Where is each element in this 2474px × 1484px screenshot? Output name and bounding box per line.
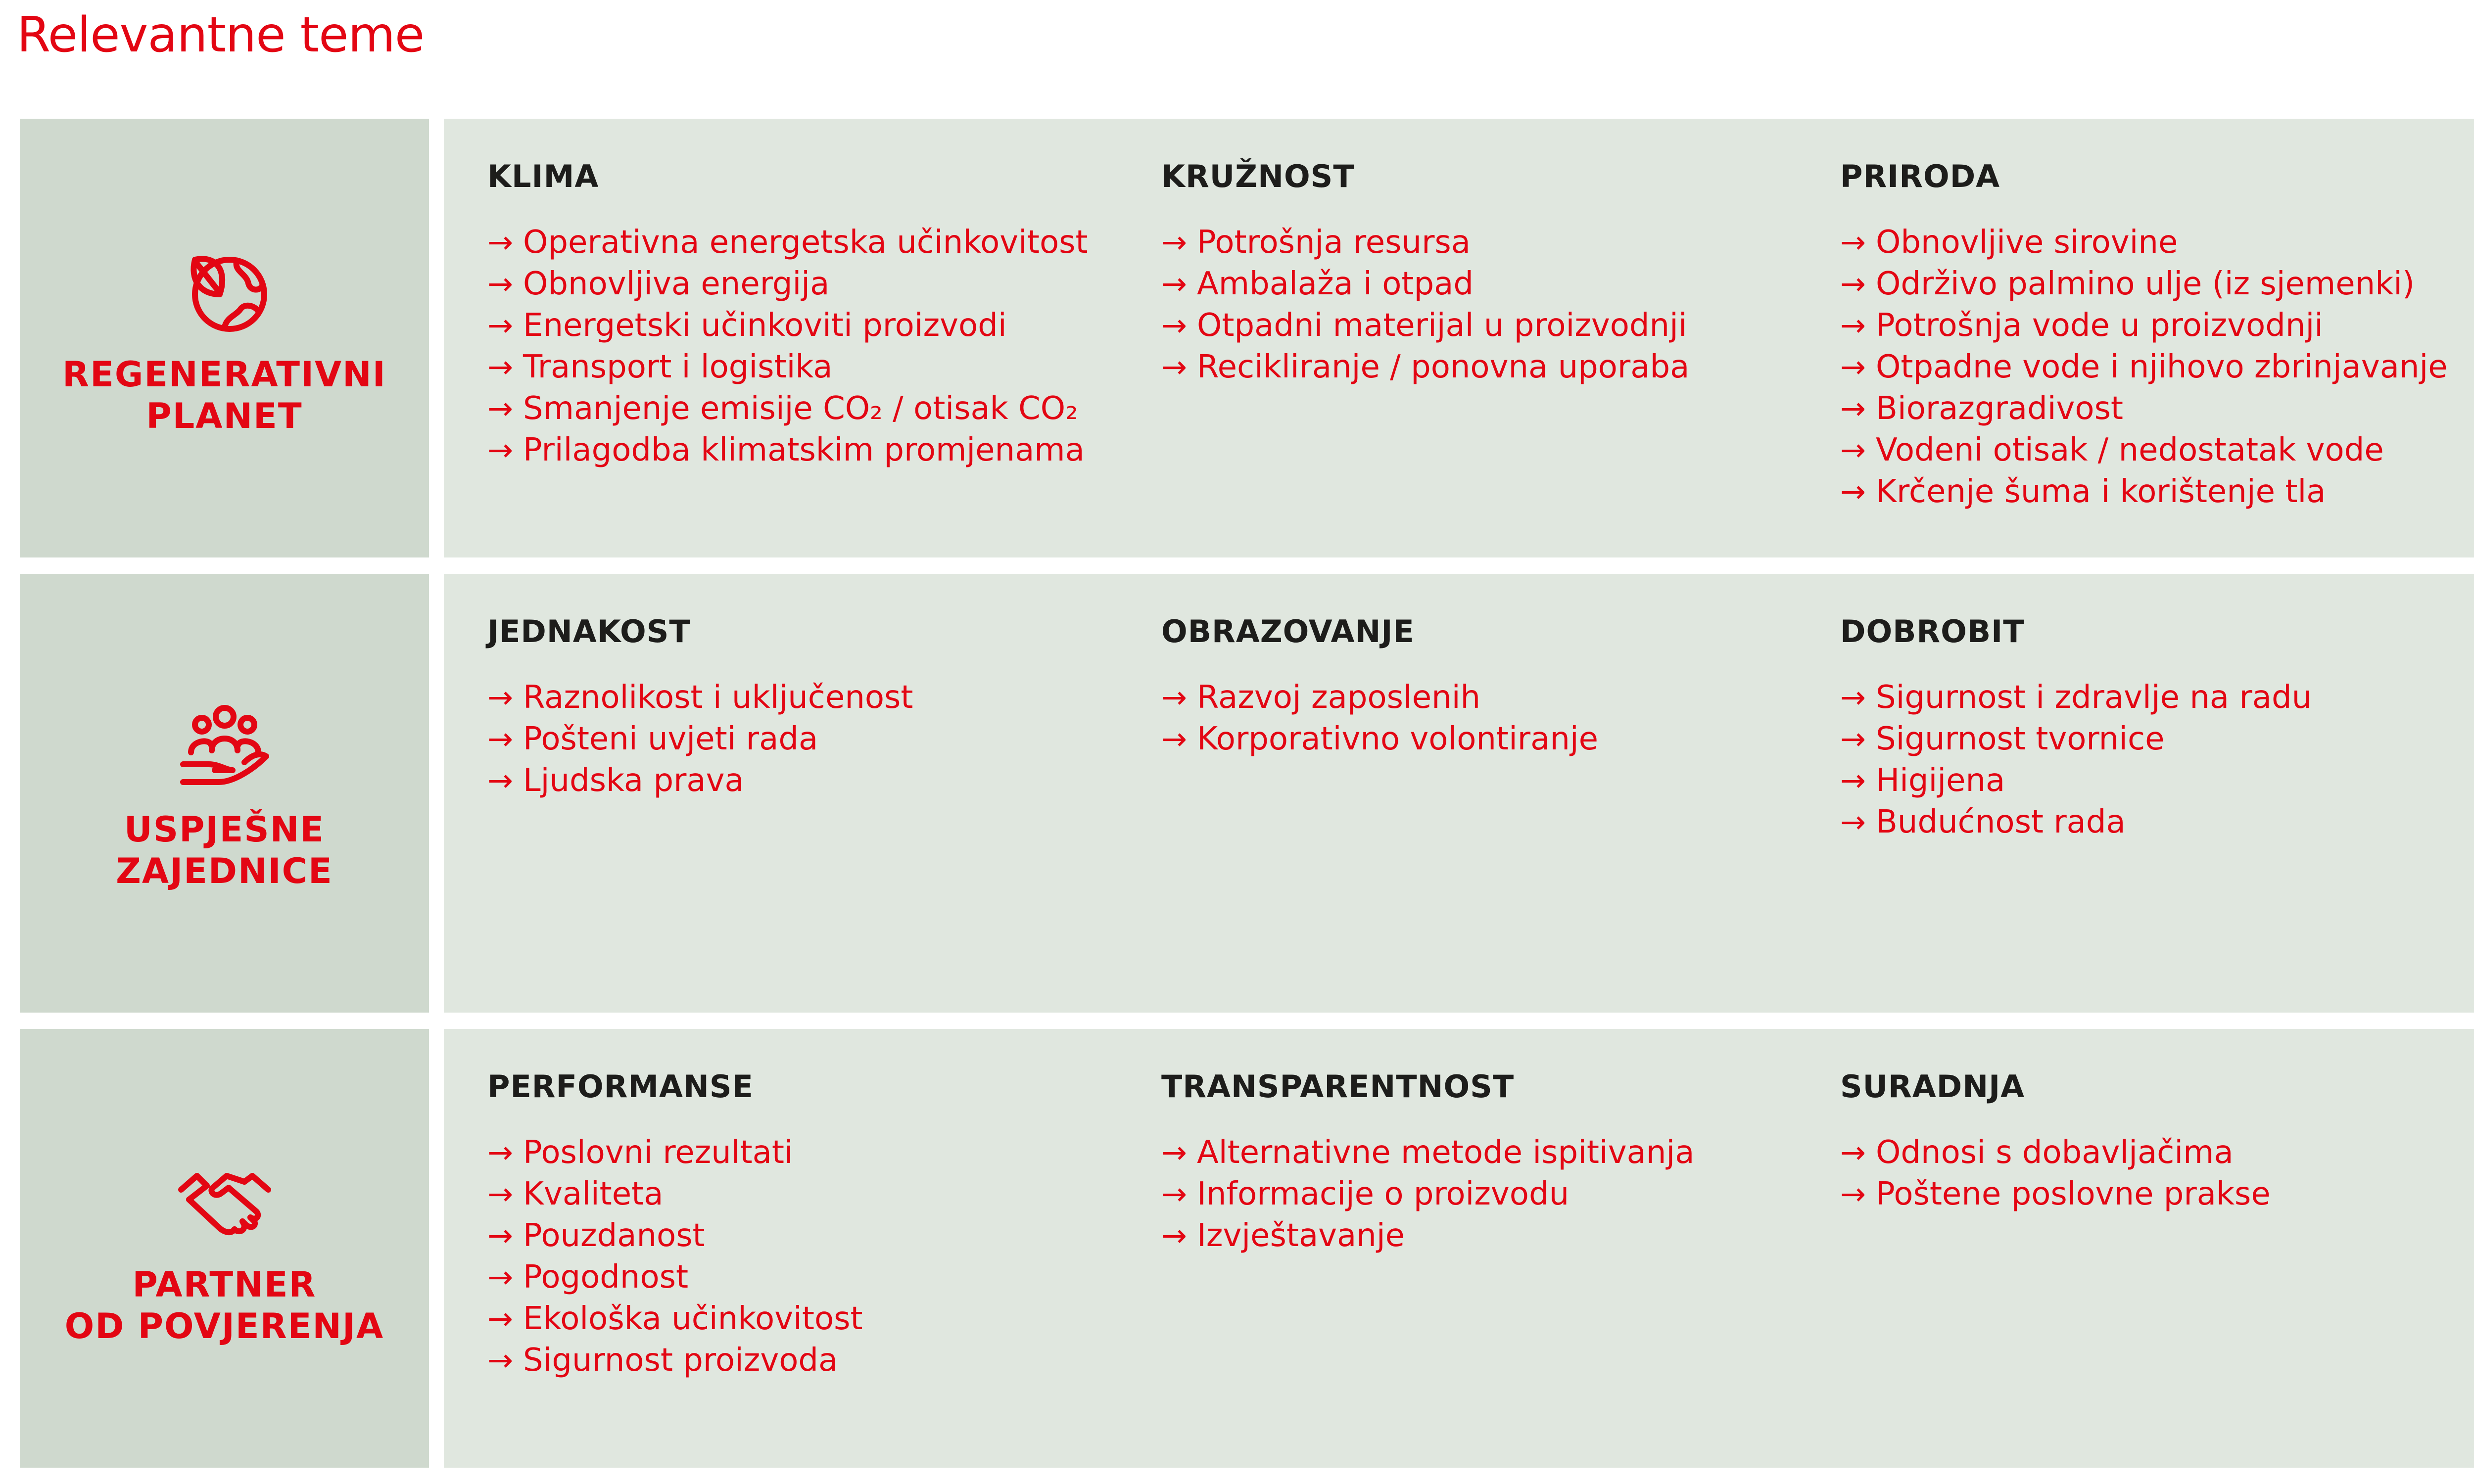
- list-item: [1840, 471, 2474, 512]
- arrow-right-icon: →: [487, 307, 513, 343]
- arrow-right-icon: →: [1840, 1134, 1866, 1170]
- list-item: [1161, 263, 1805, 305]
- list-item-text: Odnosi s dobavljačima: [1876, 1134, 2234, 1171]
- row-label-panel: [20, 119, 429, 557]
- list-item: [487, 1215, 1131, 1256]
- list-item: [487, 718, 1131, 760]
- arrow-right-icon: →: [487, 1134, 513, 1170]
- topic-list: [1161, 677, 1805, 760]
- list-item-text: Recikliranje / ponovna uporaba: [1197, 349, 1690, 385]
- topic-column: [1161, 158, 1805, 388]
- list-item-text: Transport i logistika: [523, 349, 833, 385]
- list-item: [1840, 801, 2474, 843]
- list-item-text: Razvoj zaposlenih: [1197, 679, 1481, 716]
- handshake-icon: [175, 1150, 274, 1249]
- list-item-text: Raznolikost i uključenost: [523, 679, 913, 716]
- arrow-right-icon: →: [1840, 721, 1866, 757]
- arrow-right-icon: →: [1840, 266, 1866, 302]
- column-heading: OBRAZOVANJE: [1161, 613, 1415, 649]
- topic-column: [487, 1068, 1131, 1381]
- arrow-right-icon: →: [1840, 473, 1866, 510]
- arrow-right-icon: →: [487, 224, 513, 260]
- arrow-right-icon: →: [1161, 1217, 1187, 1253]
- arrow-right-icon: →: [1840, 390, 1866, 426]
- arrow-right-icon: →: [1840, 1176, 1866, 1212]
- list-item-text: Krčenje šuma i korištenje tla: [1876, 473, 2326, 510]
- list-item-text: Energetski učinkoviti proizvodi: [523, 307, 1007, 344]
- list-item-text: Potrošnja resursa: [1197, 224, 1471, 261]
- list-item-text: Biorazgradivost: [1876, 390, 2123, 427]
- arrow-right-icon: →: [1161, 224, 1187, 260]
- list-item-text: Izvještavanje: [1197, 1217, 1405, 1254]
- arrow-right-icon: →: [1161, 721, 1187, 757]
- list-item: [1161, 222, 1805, 263]
- column-heading: KRUŽNOST: [1161, 158, 1355, 194]
- list-item: [1161, 677, 1805, 718]
- arrow-right-icon: →: [1161, 349, 1187, 385]
- topic-column: [1161, 1068, 1805, 1256]
- list-item-text: Pouzdanost: [523, 1217, 705, 1254]
- row-label-panel: [20, 1029, 429, 1468]
- row-title-line: OD POVJERENJA: [64, 1305, 384, 1346]
- topic-list: [1840, 677, 2474, 843]
- arrow-right-icon: →: [487, 390, 513, 426]
- column-heading: PERFORMANSE: [487, 1068, 754, 1105]
- list-item: [1161, 1132, 1805, 1173]
- column-heading: PRIRODA: [1840, 158, 2000, 194]
- row-title: [65, 1264, 384, 1347]
- list-item-text: Ekološka učinkovitost: [523, 1300, 863, 1337]
- list-item-text: Ambalaža i otpad: [1197, 266, 1474, 302]
- arrow-right-icon: →: [1840, 804, 1866, 840]
- arrow-right-icon: →: [1161, 266, 1187, 302]
- arrow-right-icon: →: [487, 1300, 513, 1337]
- list-item: [487, 346, 1131, 388]
- list-item-text: Sigurnost tvornice: [1876, 721, 2165, 757]
- topic-list: [487, 677, 1131, 801]
- topic-column: [1161, 613, 1805, 760]
- list-item: [487, 429, 1131, 471]
- column-heading: TRANSPARENTNOST: [1161, 1068, 1515, 1105]
- topic-list: [1840, 222, 2474, 512]
- list-item: [1840, 346, 2474, 388]
- list-item: [487, 760, 1131, 801]
- list-item: [487, 1340, 1131, 1381]
- row-title-line: REGENERATIVNI: [62, 354, 386, 395]
- list-item: [1161, 305, 1805, 346]
- topic-column: [1840, 613, 2474, 843]
- list-item-text: Sigurnost proizvoda: [523, 1342, 838, 1379]
- list-item-text: Smanjenje emisije CO₂ / otisak CO₂: [523, 390, 1078, 427]
- row-label-panel: [20, 574, 429, 1013]
- list-item-text: Poštene poslovne prakse: [1876, 1176, 2271, 1212]
- arrow-right-icon: →: [1161, 307, 1187, 343]
- list-item-text: Higijena: [1876, 762, 2005, 799]
- list-item: [1161, 1215, 1805, 1256]
- arrow-right-icon: →: [487, 1259, 513, 1295]
- arrow-right-icon: →: [1840, 762, 1866, 798]
- list-item: [1161, 346, 1805, 388]
- column-heading: JEDNAKOST: [487, 613, 691, 649]
- arrow-right-icon: →: [487, 1176, 513, 1212]
- list-item: [1840, 429, 2474, 471]
- list-item-text: Održivo palmino ulje (iz sjemenki): [1876, 266, 2415, 302]
- list-item: [487, 677, 1131, 718]
- arrow-right-icon: →: [487, 762, 513, 798]
- arrow-right-icon: →: [487, 432, 513, 468]
- list-item: [1840, 222, 2474, 263]
- column-heading: SURADNJA: [1840, 1068, 2025, 1105]
- list-item-text: Obnovljiva energija: [523, 266, 830, 302]
- list-item: [1840, 305, 2474, 346]
- arrow-right-icon: →: [1161, 1134, 1187, 1170]
- globe-leaf-icon: [175, 240, 274, 339]
- arrow-right-icon: →: [487, 1217, 513, 1253]
- list-item-text: Budućnost rada: [1876, 804, 2126, 840]
- arrow-right-icon: →: [487, 721, 513, 757]
- topic-list: [1161, 222, 1805, 388]
- arrow-right-icon: →: [487, 1342, 513, 1378]
- topic-column: [1840, 158, 2474, 512]
- list-item: [487, 1132, 1131, 1173]
- list-item-text: Operativna energetska učinkovitost: [523, 224, 1088, 261]
- topic-column: [1840, 1068, 2474, 1215]
- list-item-text: Otpadne vode i njihovo zbrinjavanje: [1876, 349, 2448, 385]
- row-content-panel: [444, 1029, 2474, 1468]
- arrow-right-icon: →: [487, 679, 513, 715]
- topic-row: [0, 1029, 2474, 1468]
- list-item: [1840, 760, 2474, 801]
- list-item-text: Kvaliteta: [523, 1176, 664, 1212]
- community-hand-icon: [175, 695, 274, 794]
- topic-list: [1840, 1132, 2474, 1215]
- column-heading: KLIMA: [487, 158, 599, 194]
- row-title-line: PLANET: [146, 395, 303, 436]
- arrow-right-icon: →: [1840, 349, 1866, 385]
- list-item: [1840, 677, 2474, 718]
- list-item-text: Pogodnost: [523, 1259, 689, 1296]
- row-content-panel: [444, 119, 2474, 557]
- list-item: [1161, 1173, 1805, 1215]
- row-title-line: USPJEŠNE: [124, 809, 325, 850]
- topic-list: [1161, 1132, 1805, 1256]
- arrow-right-icon: →: [1840, 224, 1866, 260]
- topic-column: [487, 158, 1131, 471]
- list-item: [1840, 1132, 2474, 1173]
- list-item-text: Ljudska prava: [523, 762, 744, 799]
- topic-row: [0, 574, 2474, 1013]
- list-item: [1840, 718, 2474, 760]
- topic-list: [487, 222, 1131, 471]
- list-item-text: Poslovni rezultati: [523, 1134, 793, 1171]
- arrow-right-icon: →: [487, 266, 513, 302]
- page-title: Relevantne teme: [17, 7, 425, 63]
- arrow-right-icon: →: [487, 349, 513, 385]
- row-title-line: PARTNER: [132, 1264, 317, 1305]
- list-item-text: Potrošnja vode u proizvodnji: [1876, 307, 2323, 344]
- list-item: [487, 1298, 1131, 1340]
- arrow-right-icon: →: [1161, 679, 1187, 715]
- arrow-right-icon: →: [1840, 679, 1866, 715]
- list-item: [1840, 1173, 2474, 1215]
- list-item: [487, 388, 1131, 429]
- column-heading: DOBROBIT: [1840, 613, 2025, 649]
- row-title: [62, 354, 386, 437]
- row-content-panel: [444, 574, 2474, 1013]
- list-item: [487, 305, 1131, 346]
- list-item: [1840, 263, 2474, 305]
- list-item: [487, 222, 1131, 263]
- arrow-right-icon: →: [1161, 1176, 1187, 1212]
- list-item-text: Sigurnost i zdravlje na radu: [1876, 679, 2312, 716]
- list-item: [487, 263, 1131, 305]
- list-item-text: Obnovljive sirovine: [1876, 224, 2178, 261]
- list-item-text: Korporativno volontiranje: [1197, 721, 1599, 757]
- list-item-text: Prilagodba klimatskim promjenama: [523, 432, 1085, 468]
- row-title-line: ZAJEDNICE: [116, 850, 333, 891]
- row-title: [116, 809, 333, 892]
- arrow-right-icon: →: [1840, 307, 1866, 343]
- list-item-text: Informacije o proizvodu: [1197, 1176, 1570, 1212]
- list-item: [487, 1256, 1131, 1298]
- list-item-text: Alternativne metode ispitivanja: [1197, 1134, 1695, 1171]
- list-item: [1840, 388, 2474, 429]
- topic-column: [487, 613, 1131, 801]
- list-item-text: Pošteni uvjeti rada: [523, 721, 818, 757]
- list-item: [1161, 718, 1805, 760]
- list-item-text: Otpadni materijal u proizvodnji: [1197, 307, 1687, 344]
- list-item: [487, 1173, 1131, 1215]
- topic-list: [487, 1132, 1131, 1381]
- list-item-text: Vodeni otisak / nedostatak vode: [1876, 432, 2384, 468]
- arrow-right-icon: →: [1840, 432, 1866, 468]
- topic-row: [0, 119, 2474, 557]
